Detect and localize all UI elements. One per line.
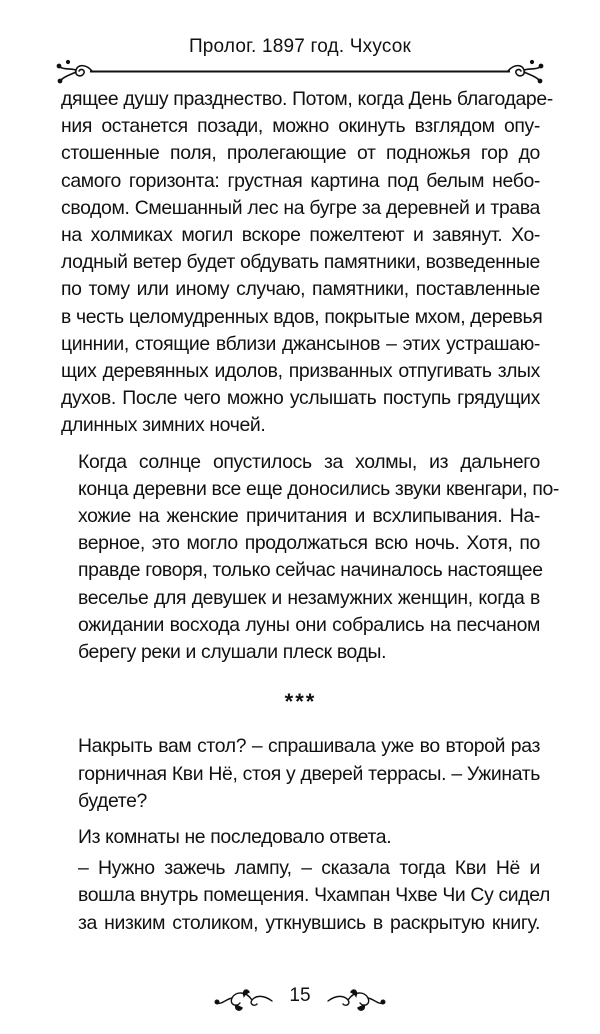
flourish-icon [508, 61, 543, 83]
text-line: правде говоря, только сейчас начиналось настоящее [78, 559, 543, 582]
text-line: горничная Кви Нё, стоя у дверей террасы. – Ужинать [78, 762, 540, 785]
flourish-icon [57, 61, 92, 83]
text-line: берегу реки и слушали плеск воды. [78, 641, 387, 664]
text-line: за низким столиком, уткнувшись в раскрытую книгу. [78, 911, 540, 934]
text-line: духов. После чего можно услышать поступь грядущих [61, 387, 540, 410]
text-line: в честь целомудренных вдов, покрытые мхом, деревья [61, 305, 543, 328]
text-line: дящее душу празднество. Потом, когда День благодаре- [61, 88, 553, 110]
text-line: стошенные поля, пролегающие от подножья гор до [61, 142, 540, 165]
fleuron-icon [326, 987, 386, 1013]
running-head-title: Пролог. 1897 год. Чхусок [188, 36, 412, 57]
text-line: веселье для девушек и незамужних женщин, когда в [78, 586, 540, 609]
paragraph [61, 855, 550, 937]
text-line: по тому или иному случаю, памятники, поставленные [61, 278, 540, 301]
text-line: самого горизонта: грустная картина под белым небо- [61, 169, 540, 192]
page-footer [0, 985, 600, 1015]
paragraph [61, 449, 560, 667]
text-line: будете? [78, 789, 147, 812]
text-line: лодный ветер будет обдувать памятники, возведенные [61, 251, 540, 274]
main-text [61, 86, 560, 937]
text-line: хожие на женские причитания и всхлипывания. На- [78, 505, 540, 528]
text-line: Из комнаты не последовало ответа. [78, 826, 392, 849]
section-break: *** [284, 689, 317, 715]
page-number: 15 [289, 985, 311, 1006]
text-line: ния останется позади, можно окинуть взглядом опу- [61, 115, 540, 138]
paragraph [61, 733, 540, 815]
paragraph [61, 824, 540, 851]
paragraph [61, 86, 553, 440]
text-line: длинных зимних ночей. [61, 414, 266, 437]
header-rule [56, 58, 544, 86]
text-line: циннии, стоящие вблизи джансынов – этих устрашаю- [61, 332, 540, 355]
text-line: вошла внутрь помещения. Чхампан Чхве Чи Су сидел [78, 884, 550, 907]
text-line: ожидании восхода луны они собрались на песчаном [78, 613, 540, 636]
text-line: щих деревянных идолов, призванных отпугивать злых [61, 360, 540, 383]
text-line: сводом. Смешанный лес на бугре за деревней и трава [61, 196, 540, 219]
text-line: – Нужно зажечь лампу, – сказала тогда Кви Нё и [78, 857, 540, 880]
text-line: на холмиках могил вскоре пожелтеют и завянут. Хо- [61, 224, 540, 247]
text-line: Накрыть вам стол? – спрашивала уже во второй раз [78, 735, 540, 758]
text-line: конца деревни все еще доносились звуки квенгари, по- [78, 477, 560, 500]
text-line: Когда солнце опустилось за холмы, из дальнего [78, 450, 540, 473]
text-line: верное, это могло продолжаться всю ночь. Хотя, по [78, 532, 540, 555]
